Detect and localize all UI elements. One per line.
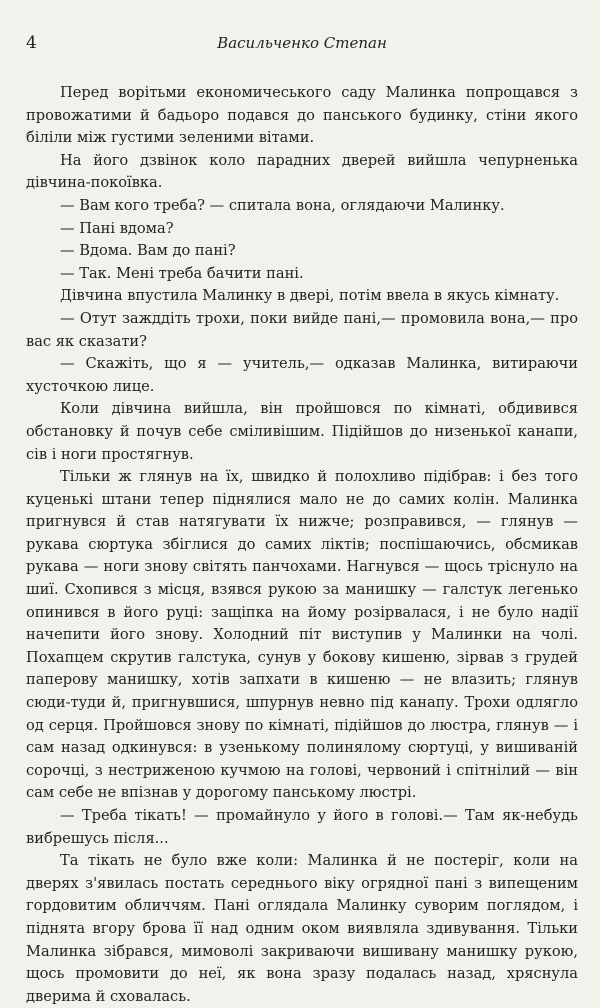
paragraph: — Так. Мені треба бачити пані. <box>60 264 304 282</box>
paragraph: — Скажіть, що я — учитель,— одказав Малинка, витираючи хусточкою лице. <box>26 355 578 395</box>
paragraph: Та тікать не було вже коли: Малинка й не постеріг, коли на дверях з'явилась постать середнього віку огрядної пані з випещеним гордовитим обличчям. Пані оглядала Малинку суворим поглядом, і піднята вгору брова її над одним оком виявляла здивування. Тільки Малинка зібрався, мимоволі закриваючи вишивану манишку рукою, щось промовити до неї, як вона зразу подалась назад, хряснула дверима й сховалась. <box>26 852 578 1005</box>
paragraph: — Пані вдома? <box>60 219 174 237</box>
running-title: Васильченко Степан <box>217 34 387 52</box>
paragraph: Коли дівчина вийшла, він пройшовся по кімнаті, обдивився обстановку й почув себе сміливішим. Підійшов до низенької канапи, сів і ноги простягнув. <box>26 400 578 463</box>
paragraph: Дівчина впустила Малинку в двері, потім ввела в якусь кімнату. <box>60 287 560 305</box>
body-text <box>26 82 578 1008</box>
paragraph: Тільки ж глянув на їх, швидко й полохливо підібрав: і без того куценькі штани тепер піднялися мало не до самих колін. Малинка пригнувся й став натягувати їх нижче; розправився, — глянув — рукава сюртука збіглися до самих ліктів; поспішаючись, обсмикав рукава — ноги знову світять панчохами. Нагнувся — щось тріснуло на шиї. Схопився з місця, взявся рукою за манишку — галстук легенько опинився в його руці: защіпка на йому розірвалася, і не було надії начепити його знову. Холодний піт виступив у Малинки на чолі. Похапцем скрутив галстука, сунув у бокову кишеню, зірвав з грудей паперову манишку, хотів запхати в кишеню — не влазить; глянув сюди-туди й, пригнувшися, шпурнув невно під канапу. Трохи одлягло од серця. Пройшовся знову по кімнаті, підійшов до люстра, глянув — і сам назад одкинувся: в узенькому полинялому сюртуці, у вишиваній сорочці, з нестриженою кучмою на голові, червоний і спітнілий — він сам себе не впізнав у дорогому панському люстрі. <box>26 468 578 802</box>
running-head <box>26 30 578 56</box>
page-number: 4 <box>26 33 37 53</box>
paragraph: На його дзвінок коло парадних дверей вийшла чепурненька дівчина-покоївка. <box>26 151 578 192</box>
paragraph: — Вдома. Вам до пані? <box>60 242 236 260</box>
paragraph: — Треба тікать! — промайнуло у його в голові.— Там як-небудь вибрешусь після... <box>26 807 578 847</box>
paragraph: — Вам кого треба? — спитала вона, оглядаючи Малинку. <box>60 196 505 214</box>
paragraph: — Отут зажддіть трохи, поки вийде пані,— промовила вона,— про вас як сказати? <box>26 309 578 350</box>
paragraph: Перед ворітьми економичеського саду Малинка попрощався з провожатими й бадьоро подався до панського будинку, стіни якого біліли між густими зеленими вітами. <box>26 84 578 147</box>
